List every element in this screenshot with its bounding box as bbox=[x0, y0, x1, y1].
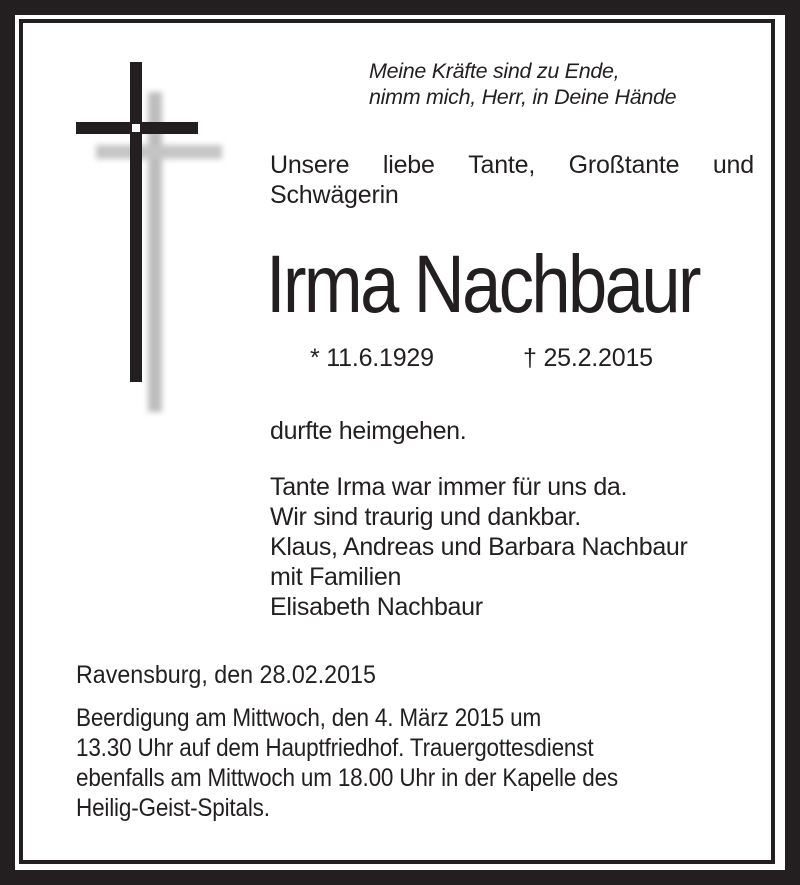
intro-text bbox=[270, 150, 754, 210]
verse-line-1: Meine Kräfte sind zu Ende, bbox=[369, 59, 620, 83]
intro-word: und bbox=[712, 151, 754, 179]
death-date: † 25.2.2015 bbox=[523, 344, 653, 372]
intro-line-1 bbox=[270, 150, 754, 180]
birth-date: * 11.6.1929 bbox=[310, 344, 434, 372]
funeral-details bbox=[76, 703, 618, 823]
family-signature bbox=[270, 472, 688, 622]
cross-center-highlight bbox=[132, 124, 140, 132]
intro-word: liebe bbox=[382, 151, 435, 179]
verse-quote bbox=[369, 58, 676, 110]
intro-word: Großtante bbox=[568, 151, 680, 179]
family-line: Wir sind traurig und dankbar. bbox=[270, 503, 581, 531]
place-date: Ravensburg, den 28.02.2015 bbox=[76, 661, 376, 689]
cross-vertical-bar bbox=[130, 62, 142, 382]
cross-shadow-horizontal bbox=[96, 145, 222, 159]
family-line: mit Familien bbox=[270, 563, 402, 591]
deceased-name: Irma Nachbaur bbox=[266, 239, 699, 330]
intro-word: Tante, bbox=[468, 151, 536, 179]
intro-word: Unsere bbox=[270, 151, 350, 179]
family-line: Klaus, Andreas und Barbara Nachbaur bbox=[270, 533, 688, 561]
family-line: Tante Irma war immer für uns da. bbox=[270, 473, 628, 501]
funeral-line: Beerdigung am Mittwoch, den 4. März 2015 um bbox=[76, 704, 542, 732]
passed-text: durfte heimgehen. bbox=[270, 417, 467, 445]
cross-shadow-vertical bbox=[148, 92, 162, 412]
funeral-line: Heilig-Geist-Spitals. bbox=[76, 794, 270, 822]
intro-line-2: Schwägerin bbox=[270, 181, 399, 209]
family-line: Elisabeth Nachbaur bbox=[270, 593, 483, 621]
funeral-line: ebenfalls am Mittwoch um 18.00 Uhr in der Kapelle des bbox=[76, 764, 618, 792]
verse-line-2: nimm mich, Herr, in Deine Hände bbox=[369, 85, 677, 109]
funeral-line: 13.30 Uhr auf dem Hauptfriedhof. Trauergottesdienst bbox=[76, 734, 594, 762]
